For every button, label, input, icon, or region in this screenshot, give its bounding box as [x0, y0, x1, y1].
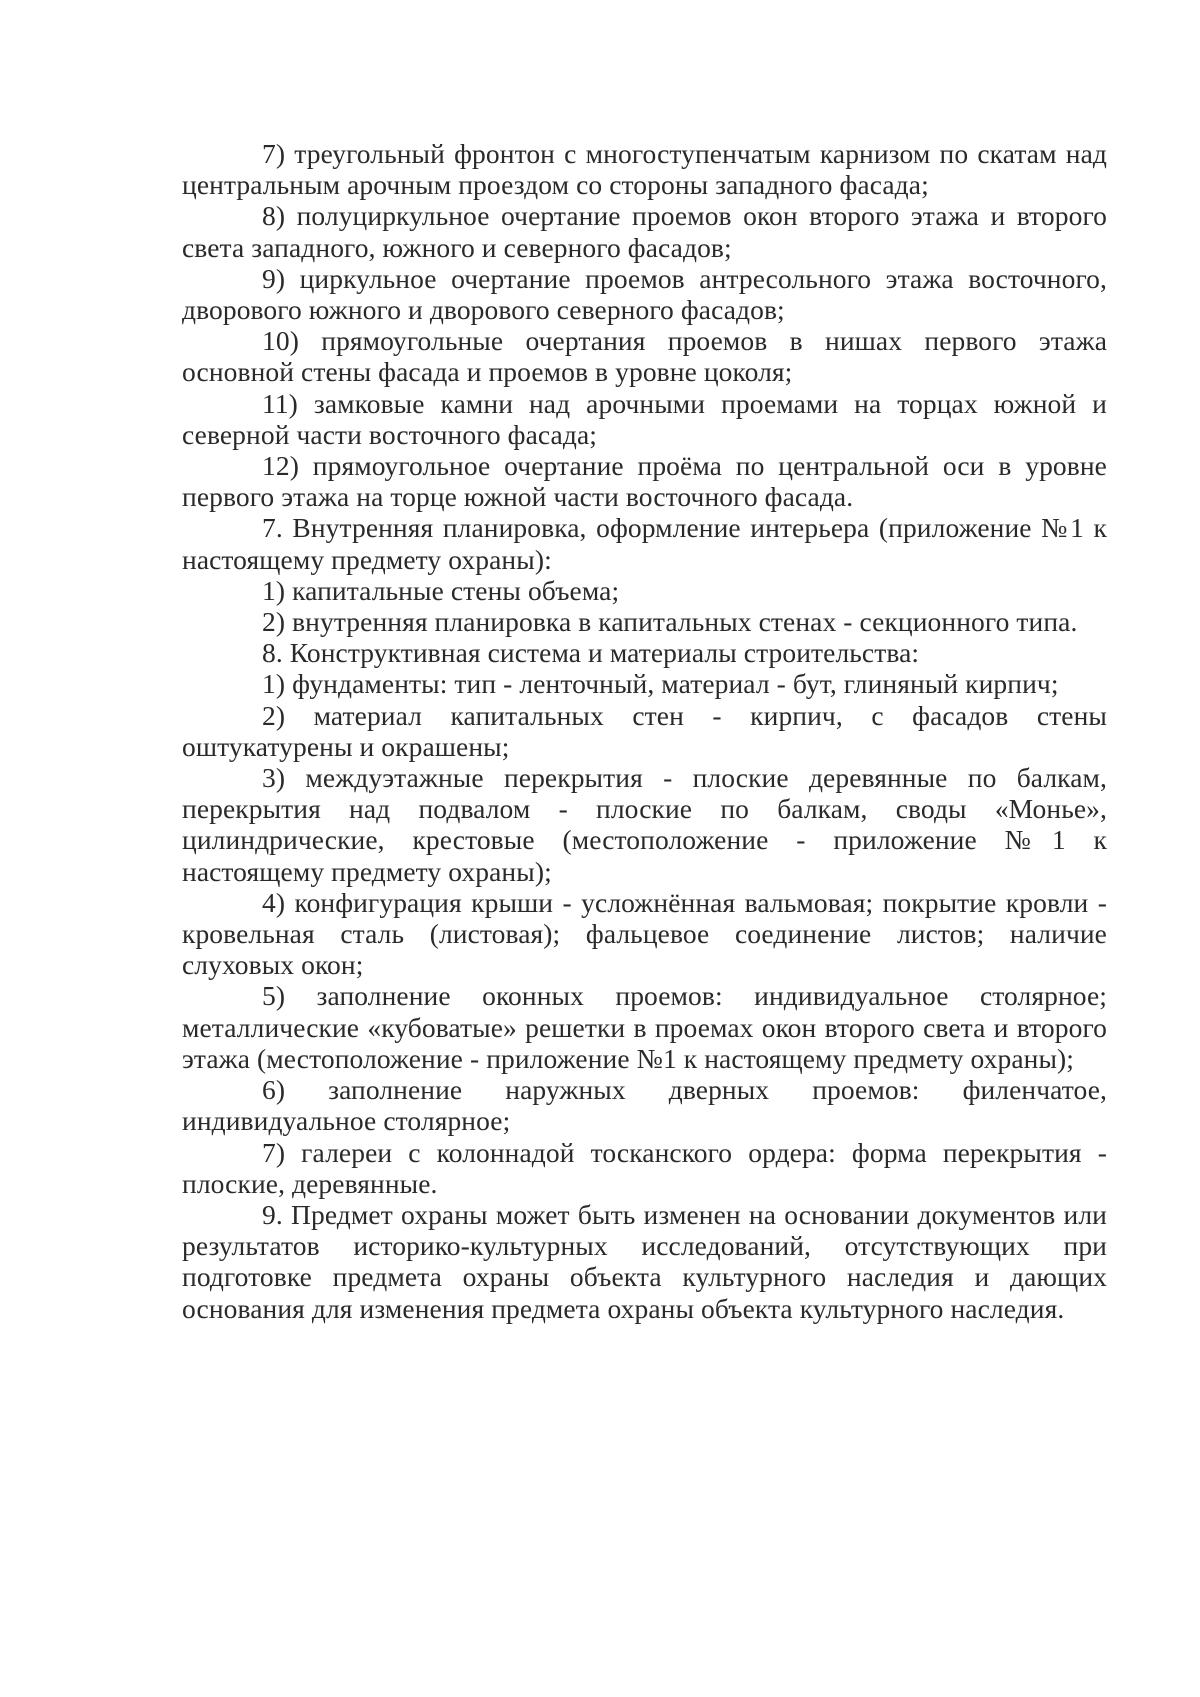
paragraph-item-12-rectangular-opening: 12) прямоугольное очертание проёма по центральной оси в уровне первого этажа на торце южной части восточного фасада. [182, 450, 1107, 513]
paragraph-item-11-keystones: 11) замковые камни над арочными проемами на торцах южной и северной части восточного фасада; [182, 387, 1107, 450]
document-body [182, 138, 1107, 1324]
paragraph-item-10-niche-openings: 10) прямоугольные очертания проемов в нишах первого этажа основной стены фасада и проемов в уровне цоколя; [182, 325, 1107, 388]
paragraph-section-9-amendment: 9. Предмет охраны может быть изменен на основании документов или результатов историко-культурных исследований, отсутствующих при подготовке предмета охраны объекта культурного наследия и дающих основания для изменения предмета охраны объекта культурного наследия. [182, 1198, 1107, 1324]
paragraph-item-5-window-filling: 5) заполнение оконных проемов: индивидуальное столярное; металлические «кубоватые» решетки в проемах окон второго света и второго этажа (местоположение - приложение №1 к настоящему предмету охраны); [182, 980, 1107, 1074]
paragraph-item-4-roof-configuration: 4) конфигурация крыши - усложнённая вальмовая; покрытие кровли - кровельная сталь (листовая); фальцевое соединение листов; наличие слуховых окон; [182, 886, 1107, 981]
paragraph-section-7-interior-layout: 7. Внутренняя планировка, оформление интерьера (приложение №1 к настоящему предмету охраны): [182, 512, 1107, 575]
paragraph-item-7-pediment: 7) треугольный фронтон с многоступенчатым карнизом по скатам над центральным арочным проездом со стороны западного фасада; [182, 138, 1107, 201]
paragraph-item-1-capital-walls: 1) капитальные стены объема; [262, 574, 620, 606]
paragraph-item-6-door-filling: 6) заполнение наружных дверных проемов: филенчатое, индивидуальное столярное; [182, 1074, 1107, 1137]
paragraph-item-9-mezzanine-outlines: 9) циркульное очертание проемов антресольного этажа восточного, дворового южного и дворового северного фасадов; [182, 262, 1107, 326]
paragraph-item-8-window-outlines: 8) полуциркульное очертание проемов окон второго этажа и второго света западного, южного и северного фасадов; [182, 200, 1107, 263]
paragraph-item-7-galleries: 7) галереи с колоннадой тосканского ордера: форма перекрытия - плоские, деревянные. [182, 1136, 1107, 1199]
paragraph-item-2-wall-material: 2) материал капитальных стен - кирпич, с фасадов стены оштукатурены и окрашены; [182, 699, 1107, 762]
paragraph-item-3-floor-slabs: 3) междуэтажные перекрытия - плоские деревянные по балкам, перекрытия над подвалом - плоские по балкам, своды «Монье», цилиндрические, крестовые (местоположение - приложение №1 к настоящему предмету охраны); [182, 762, 1107, 887]
paragraph-section-8-construction-system: 8. Конструктивная система и материалы строительства: [262, 637, 920, 669]
paragraph-item-2-internal-layout: 2) внутренняя планировка в капитальных стенах - секционного типа. [262, 606, 1078, 638]
paragraph-item-1-foundations: 1) фундаменты: тип - ленточный, материал - бут, глиняный кирпич; [262, 668, 1059, 700]
